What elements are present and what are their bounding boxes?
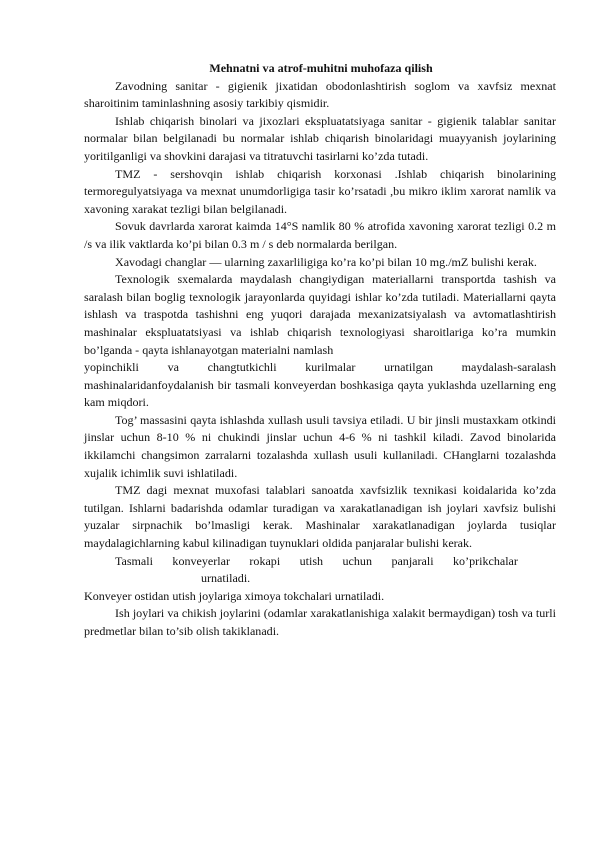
document-page — [84, 60, 556, 641]
paragraph-11: Konveyer ostidan utish joylariga ximoya tokchalari urnatiladi. — [84, 588, 385, 603]
paragraph-9: Tog’ massasini qayta ishlashda xullash usuli tavsiya etiladi. U bir jinsli mustaxkam otkindi jinslar uchun 8-10 % ni chukindi jinslar uchun 4-6 % ni tashkil kiladi. Zavod binolarida ikkilamchi changsimon zarralarni tozalashda xullash usuli kullaniladi. CHanglarni tozalashda xujalik ichimlik suvi ishlatiladi. — [84, 412, 556, 480]
hanging-line — [115, 553, 518, 571]
paragraph-12: Ish joylari va chikish joylarini (odamlar xarakatlanishiga xalakit bermaydigan) tosh va turli predmetlar bilan to’sib olish takiklanadi. — [84, 606, 556, 638]
hanging-word: konveyerlar — [172, 553, 230, 568]
document-title: Mehnatni va atrof-muhitni muhofaza qilish — [209, 61, 433, 75]
paragraph-4: Sovuk davrlarda xarorat kaimda 14°S namlik 80 % atrofida xavoning xarorat tezligi 0.2 m /s va ilik vaktlarda ko’pi bilan 0.3 m / s deb normalarda berilgan. — [84, 219, 556, 251]
paragraph-1: Zavodning sanitar - gigienik jixatidan obodonlashtirish soglom va xavfsiz mexnat sharoitinim taminlashning asosiy tarkibiy qismidir. — [84, 78, 556, 111]
paragraph-7: yopinchikli va changtutkichli kurilmalar urnatilgan maydalash-saralash — [84, 360, 556, 375]
paragraph-2: Ishlab chiqarish binolari va jixozlari ekspluatatsiyaga sanitar - gigienik talablar sanitar normalar bilan belgilanadi bu normalar ishlab chiqarish binolaridagi muayyanish joylarining yoritilganligi va shovkini darajasi va titratuvchi tasirlarni ko’zda tutadi. — [84, 113, 556, 163]
hanging-word: rokapi — [249, 553, 281, 568]
hanging-word: uchun — [342, 553, 372, 568]
hanging-word: Tasmali — [115, 553, 153, 568]
hanging-word: panjarali — [391, 553, 434, 568]
hanging-paragraph — [84, 553, 556, 588]
hanging-word: utish — [299, 553, 324, 568]
paragraph-8: mashinalaridanfoydalanish bir tasmali konveyerdan boshkasiga qayta yuklashda uzellarning eng kam miqdori. — [84, 377, 556, 410]
hanging-continuation: urnatiladi. — [201, 571, 251, 586]
paragraph-10: TMZ dagi mexnat muxofasi talablari sanoatda xavfsizlik texnikasi koidalarida ko’zda tutilgan. Ishlarni badarishda odamlar turadigan va xarakatlanadigan ish joylari xavfsiz bulishi yuzalar sirpnachik bo’lmasligi kerak. Mashinalar xarakatlanadigan joylarda tusiqlar maydalagichlarning kabul kilinadigan tuynuklari oldida panjaralar bulishi kerak. — [84, 483, 556, 551]
paragraph-5: Xavodagi changlar — ularning zaxarliligiga ko’ra ko’pi bilan 10 mg./mZ bulishi kerak. — [115, 254, 537, 269]
paragraph-3: TMZ - sershovqin ishlab chiqarish korxonasi .Ishlab chiqarish binolarining termoregulyatsiyaga va mexnat unumdorligiga tasir ko’rsatadi ,bu mikro iklim xarorat namlik va xavoning xarakat tezligi bilan belgilanadi. — [84, 166, 556, 216]
hanging-word: ko’prikchalar — [453, 553, 518, 568]
paragraph-6: Texnologik sxemalarda maydalash changiydigan materiallarni transportda tashish va saralash bilan boglig texnologik jarayonlarda quyidagi ishlar ko’zda tutiladi. Materiallarni qayta ishlash va traspotda tashishni eng yuqori darajada mexanizatsiyalash va avtomatlashtirish mashinalar ekspluatatsiyasi va ishlab chiqarish texnologiyasi sharoitlariga ko’ra mumkin bo’lganda - qayta ishlanayotgan materialni namlash — [84, 272, 556, 357]
